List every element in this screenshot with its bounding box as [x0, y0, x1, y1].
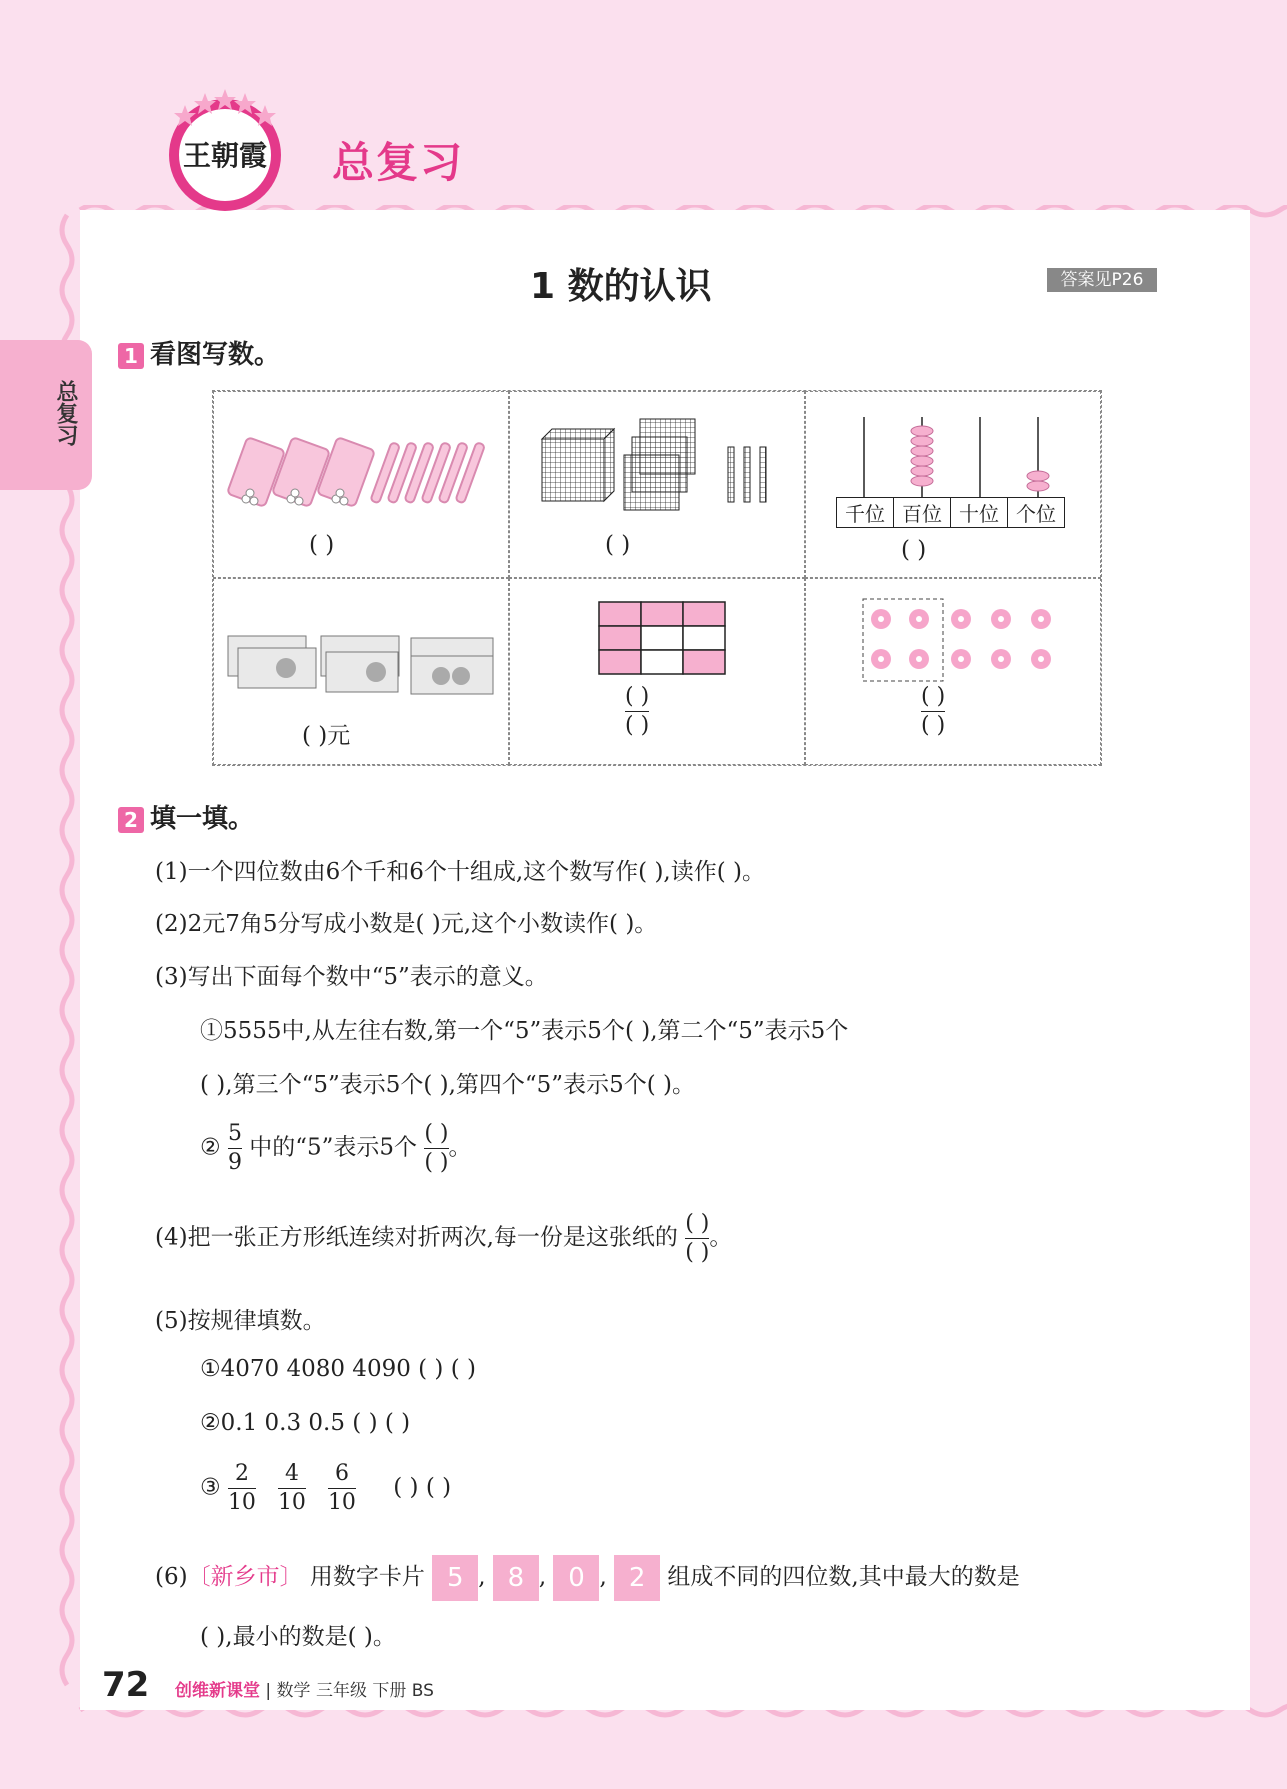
- period: 。: [448, 1134, 472, 1161]
- q2-line-7: [155, 1210, 732, 1267]
- place-label-tens: 十位: [951, 498, 1008, 527]
- fraction-numerator-blank[interactable]: ( ): [625, 684, 650, 709]
- fraction-denominator: 10: [327, 1490, 356, 1515]
- fraction-numerator: 6: [334, 1461, 349, 1486]
- header-title: 总复习: [332, 138, 465, 187]
- grid-cell-sticks: [213, 391, 509, 578]
- fraction-denominator-blank[interactable]: ( ): [424, 1150, 449, 1175]
- picture-grid: [212, 390, 1102, 766]
- digit-card: 8: [493, 1555, 539, 1601]
- q2-line-8: (5)按规律填数。: [155, 1308, 326, 1334]
- svg-text:王朝霞: 王朝霞: [182, 139, 268, 172]
- fraction-denominator-blank[interactable]: ( ): [921, 713, 946, 738]
- footer-info: 创维新课堂 | 数学 三年级 下册 BS: [175, 1681, 434, 1701]
- fraction-denominator: 10: [227, 1490, 256, 1515]
- q2-line-9: (6)〔新乡市〕 用数字卡片 5 , 8 , 0 , 2 组成不同的四位数,其中最大的数是: [155, 1555, 1020, 1601]
- fraction-2-10: [228, 1460, 256, 1517]
- circle-number: ③: [200, 1474, 221, 1501]
- answer-blank[interactable]: ( ): [901, 537, 927, 563]
- sequence-2: ②0.1 0.3 0.5 ( ) ( ): [200, 1410, 411, 1436]
- grid-cell-rectangle: [509, 578, 805, 765]
- question-1-heading: [118, 334, 280, 371]
- place-label-hundreds: 百位: [894, 498, 951, 527]
- q2-line-7-text: (4)把一张正方形纸连续对折两次,每一份是这张纸的: [155, 1224, 678, 1251]
- digit-card: 5: [432, 1555, 478, 1601]
- question-title: 填一填。: [150, 804, 255, 834]
- sequence-3: [200, 1460, 451, 1517]
- period: 。: [709, 1224, 733, 1251]
- fraction-6-10: [328, 1460, 356, 1517]
- q2-line-9-text-2: 组成不同的四位数,其中最大的数是: [667, 1564, 1020, 1590]
- region-tag: 〔新乡市〕: [187, 1564, 303, 1590]
- wang-zhaoxia-logo: [160, 85, 290, 215]
- q2-line-10: ( ),最小的数是( )。: [200, 1624, 396, 1650]
- digit-card: 2: [614, 1555, 660, 1601]
- fraction-numerator: 2: [234, 1461, 249, 1486]
- grid-cell-abacus: [805, 391, 1101, 578]
- grid-cell-cubes: [509, 391, 805, 578]
- banknotes-illustration: [226, 634, 496, 704]
- grid-cell-flowers: [805, 578, 1101, 765]
- abacus-illustration: [834, 417, 1074, 497]
- q2-line-5: ( ),第三个“5”表示5个( ),第四个“5”表示5个( )。: [200, 1072, 695, 1098]
- side-tab-label: 总复习: [53, 380, 78, 446]
- page-number: 72: [102, 1665, 150, 1705]
- section-title: 1 数的认识: [530, 266, 712, 307]
- cubes-illustration: [540, 417, 780, 517]
- item-number: (6): [155, 1564, 188, 1590]
- fraction-numerator-blank[interactable]: ( ): [921, 684, 946, 709]
- footer-details: 数学 三年级 下册 BS: [276, 1681, 434, 1701]
- answer-fraction[interactable]: [625, 683, 649, 740]
- q2-line-2: (2)2元7角5分写成小数是( )元,这个小数读作( )。: [155, 911, 658, 937]
- fraction-denominator-blank[interactable]: ( ): [625, 713, 650, 738]
- question-number: 2: [118, 807, 144, 833]
- q2-line-9-text: 用数字卡片: [309, 1564, 425, 1590]
- q2-line-6-text: 中的“5”表示5个: [249, 1134, 418, 1161]
- answer-blank[interactable]: ( ): [605, 532, 631, 558]
- fraction-numerator: 4: [284, 1461, 299, 1486]
- answer-blank-yuan[interactable]: ( )元: [302, 723, 351, 749]
- fraction-denominator-blank[interactable]: ( ): [685, 1240, 710, 1265]
- sequence-3-blanks[interactable]: ( ) ( ): [393, 1474, 452, 1501]
- fraction-numerator-blank[interactable]: ( ): [685, 1211, 710, 1236]
- q2-line-3: (3)写出下面每个数中“5”表示的意义。: [155, 964, 548, 990]
- flowers-illustration: [861, 597, 1061, 687]
- circle-number: ②: [200, 1134, 221, 1161]
- sticks-illustration: [226, 437, 496, 517]
- q2-line-4: ①5555中,从左往右数,第一个“5”表示5个( ),第二个“5”表示5个: [200, 1018, 849, 1044]
- grid-cell-money: [213, 578, 509, 765]
- sequence-1: ①4070 4080 4090 ( ) ( ): [200, 1356, 476, 1382]
- answer-reference: 答案见P26: [1047, 268, 1157, 292]
- place-label-thousands: 千位: [837, 498, 894, 527]
- fraction-denominator: 10: [277, 1490, 306, 1515]
- footer-brand: 创维新课堂: [175, 1681, 260, 1701]
- digit-card: 0: [553, 1555, 599, 1601]
- fraction-numerator-blank[interactable]: ( ): [424, 1121, 449, 1146]
- fraction-numerator: 5: [227, 1121, 242, 1146]
- fraction-5-9: [228, 1120, 242, 1177]
- answer-fraction[interactable]: [424, 1120, 448, 1177]
- fraction-4-10: [278, 1460, 306, 1517]
- place-value-labels: [836, 497, 1065, 528]
- answer-fraction[interactable]: [685, 1210, 709, 1267]
- question-2-heading: [118, 798, 254, 835]
- q2-line-6: [200, 1120, 472, 1177]
- answer-fraction[interactable]: [921, 683, 945, 740]
- question-title: 看图写数。: [150, 340, 281, 370]
- question-number: 1: [118, 343, 144, 369]
- answer-blank[interactable]: ( ): [309, 532, 335, 558]
- q2-line-1: (1)一个四位数由6个千和6个十组成,这个数写作( ),读作( )。: [155, 859, 765, 885]
- shaded-rectangle: [598, 601, 726, 681]
- fraction-denominator: 9: [227, 1150, 242, 1175]
- place-label-ones: 个位: [1016, 502, 1056, 526]
- side-tab: [0, 340, 92, 490]
